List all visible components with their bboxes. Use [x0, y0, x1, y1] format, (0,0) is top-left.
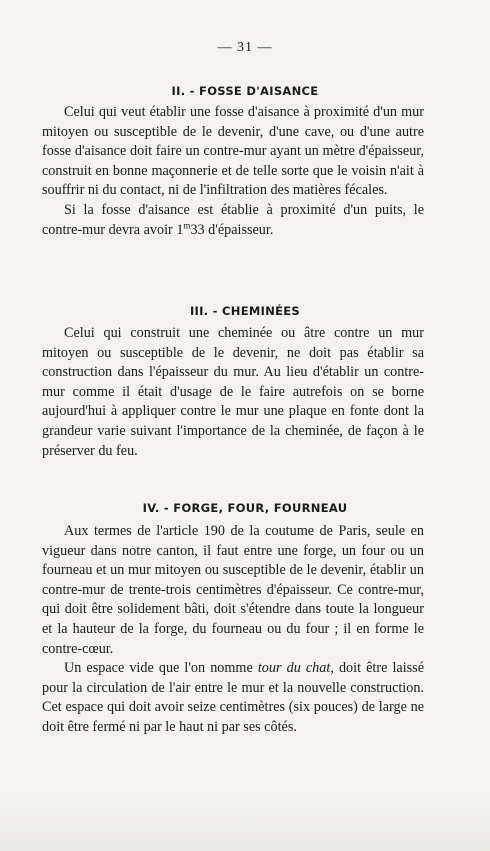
paragraph-forge-2 [42, 659, 424, 737]
paragraph-forge-2-start: Un espace vide que l'on nomme [64, 660, 258, 677]
section-heading-cheminees: III. - CHEMINÉES [189, 304, 301, 318]
section-body-cheminees [42, 324, 424, 461]
paragraph-fosse-1: Celui qui veut établir une fosse d'aisance à proximité d'un mur mitoyen ou susceptible de le devenir, d'une cave, ou d'une autre fosse d'aisance doit faire un contre-mur ayant un mètre d'épaisseur, construit en bonne maçonnerie et de telle sorte que le voisin n'ait à souffrir ni du contact, ni de l'infiltration des matières fécales. [42, 104, 424, 199]
paragraph-forge-2-end: , doit être laissé pour la circulation de l'air entre le mur et la nouvelle construction. Cet espace qui doit avoir seize centimètres (six pouces) de large ne doit être fermé ni par le haut ni par ses côtés. [42, 660, 424, 735]
paragraph-fosse-2-end: 33 d'épaisseur. [190, 221, 274, 238]
page-number: — 31 — [217, 40, 273, 55]
section-body-forge-four-fourneau [42, 522, 424, 738]
paragraph-fosse-2-start: Si la fosse d'aisance est établie à proximité d'un puits, le contre-mur devra avoir 1 [42, 201, 424, 238]
meter-superscript: m [183, 219, 191, 230]
tour-du-chat-term: tour du chat [257, 660, 331, 677]
section-heading-forge-four-fourneau: IV. - FORGE, FOUR, FOURNEAU [142, 501, 348, 515]
page-bottom-shading [0, 791, 490, 851]
paragraph-forge-1: Aux termes de l'article 190 de la coutume de Paris, seule en vigueur dans notre canton, il faut entre une forge, un four ou un fourneau et un mur mitoyen ou susceptible de le devenir, établir un contre-mur de trente-trois centimètres d'épaisseur. Ce contre-mur, qui doit être solidement bâti, doit s'étendre dans toute la longueur et la hauteur de la forge, du fourneau ou du four ; il en forme le contre-cœur. [42, 523, 424, 657]
section-body-fosse-d-aisance [42, 103, 424, 240]
paragraph-cheminees-1: Celui qui construit une cheminée ou âtre contre un mur mitoyen ou susceptible de le devenir, ne doit pas établir sa construction dans l'épaisseur du mur. Au lieu d'établir un contre-mur comme il était d'usage de le faire autrefois on se borne aujourd'hui à appliquer contre le mur une plaque en fonte dont la grandeur varie suivant l'importance de la cheminée, de façon à le préserver du feu. [42, 325, 424, 459]
paragraph-fosse-2 [42, 201, 424, 240]
section-heading-fosse-d-aisance: II. - FOSSE D'AISANCE [171, 84, 319, 98]
